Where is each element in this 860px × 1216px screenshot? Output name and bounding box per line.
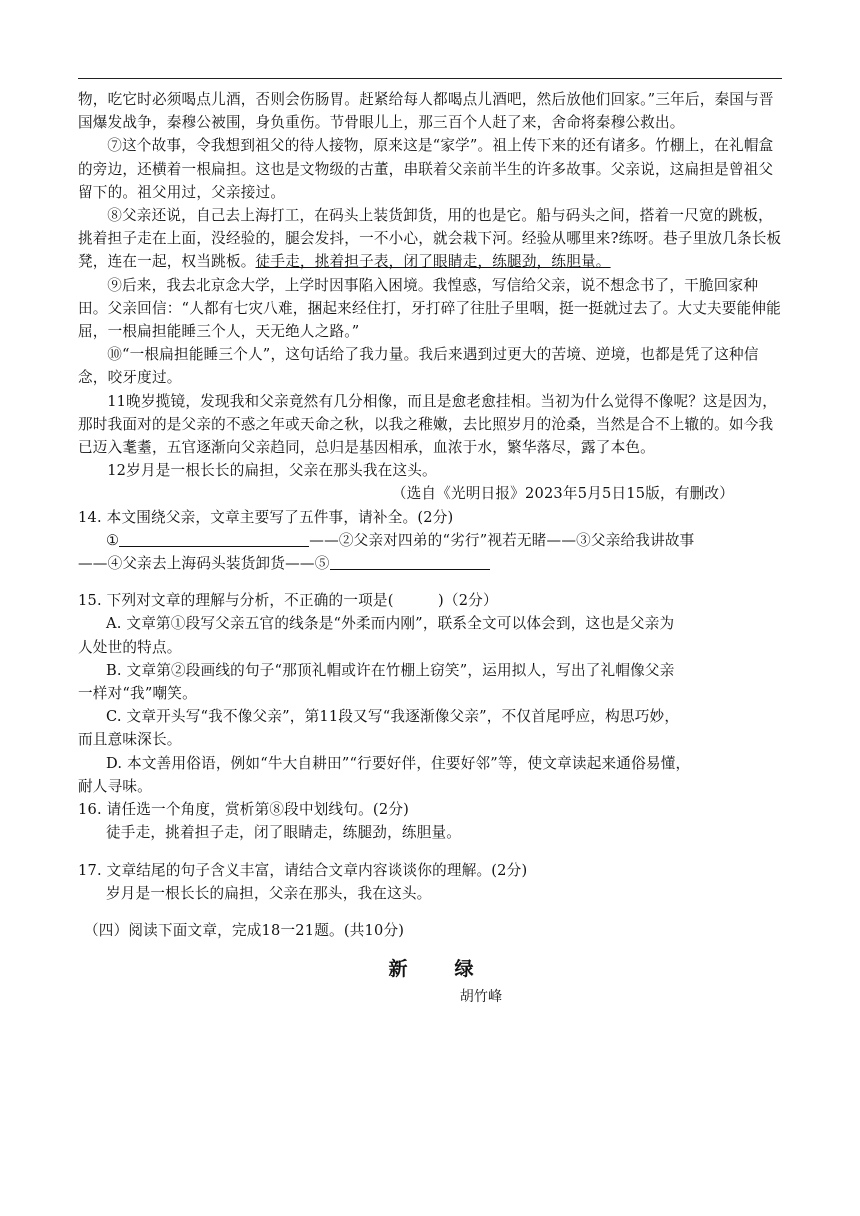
question-14-stem: 14. 本文围绕父亲，文章主要写了五件事，请补全。(2分) — [78, 508, 454, 526]
option-a[interactable]: A. 文章第①段写父亲五官的线条是“外柔而内刚”，联系全文可以体会到，这也是父亲为 — [106, 615, 675, 633]
option-a-continued: 人处世的特点。 — [78, 638, 182, 656]
paragraph-11: 11晚岁揽镜，发现我和父亲竟然有几分相像，而且是愈老愈挂相。当初为什么觉得不像呢？这是因为，那时我面对的是父亲的不惑之年或天命之秋，以我之稚嫩，去比照岁月的沧桑，当然是合不上辙的。如今我已迈入耄耋，五官逐渐向父亲趋同，总归是基因相承，血浓于水，繁华落尽，露了本色。 — [78, 392, 778, 457]
option-b-continued: 一样对“我”嘲笑。 — [78, 685, 197, 703]
source-citation: （选自《光明日报》2023年5月5日15版，有删改） — [391, 485, 734, 503]
question-15 — [78, 589, 784, 798]
question-14-mark-1: ① — [106, 531, 120, 549]
question-14-events-4-5: ——④父亲去上海码头装货卸货——⑤ — [78, 555, 330, 573]
question-16 — [78, 798, 784, 844]
question-16-quote: 徒手走，挑着担子走，闭了眼睛走，练腿劲，练胆量。 — [106, 824, 462, 842]
paragraph-10: ⑩“一根扁担能睡三个人”，这句话给了我力量。我后来遇到过更大的苦境、逆境，也都是凭了这种信念，咬牙度过。 — [78, 346, 759, 387]
exam-page — [78, 88, 784, 1009]
paragraph-12: 12岁月是一根长长的扁担，父亲在那头我在这头。 — [107, 462, 437, 480]
option-d[interactable]: D. 本文善用俗语，例如“牛大自耕田”“行要好伴，住要好邻”等，使文章读起来通俗易懂， — [106, 754, 691, 772]
question-14-events-2-3: ——②父亲对四弟的“劣行”视若无睹——③父亲给我讲故事 — [309, 531, 695, 549]
question-14 — [78, 506, 784, 576]
article-title: 新 绿 — [388, 958, 488, 981]
paragraph-9: ⑨后来，我去北京念大学，上学时因事陷入困境。我惶惑，写信给父亲，说不想念书了，干脆回家种田。父亲回信：“人都有七灾八难，捆起来经住打，牙打碎了往肚子里咽，挺一挺就过去了。大丈夫要能伸能屈，一根扁担能睡三个人，天无绝人之路。” — [78, 276, 781, 341]
question-14-line-2 — [78, 552, 784, 575]
question-15-stem: 15. 下列对文章的理解与分析，不正确的一项是( )（2分） — [78, 592, 498, 610]
question-16-stem: 16. 请任选一个角度，赏析第⑧段中划线句。(2分) — [78, 801, 410, 819]
paragraph-6-continued: 物，吃它时必须喝点儿酒，否则会伤肠胃。赶紧给每人都喝点儿酒吧，然后放他们回家。”三年后，秦国与晋国爆发战争，秦穆公被围，身负重伤。节骨眼儿上，那三百个人赶了来，舍命将秦穆公救出。 — [78, 91, 774, 132]
question-17-quote: 岁月是一根长长的扁担，父亲在那头，我在这头。 — [106, 884, 432, 902]
paragraph-8-underlined-sentence: 徒手走，挑着担子表，闭了眼睛走，练腿劲，练胆量。 — [255, 253, 611, 271]
option-b[interactable]: B. 文章第②段画线的句子“那顶礼帽或许在竹棚上窃笑”，运用拟人，写出了礼帽像父亲 — [106, 661, 675, 679]
article-author: 胡竹峰 — [459, 989, 503, 1006]
option-c-continued: 而且意味深长。 — [78, 731, 182, 749]
option-c[interactable]: C. 文章开头写“我不像父亲”，第11段又写“我逐渐像父亲”，不仅首尾呼应，构思巧妙， — [106, 708, 680, 726]
paragraph-8 — [78, 204, 784, 274]
paragraph-7: ⑦这个故事，令我想到祖父的待人接物，原来这是“家学”。祖上传下来的还有诸多。竹棚上，在礼帽盒的旁边，还横着一根扁担。这也是文物级的古董，串联着父亲前半生的许多故事。父亲说，这扁担是曾祖父留下的。祖父用过，父亲接过。 — [78, 137, 774, 201]
option-d-continued: 耐人寻味。 — [78, 777, 152, 795]
paragraph-8-text: ⑧父亲还说，自己去上海打工，在码头上装货卸货，用的也是它。船与码头之间，搭着一尺宽的跳板，挑着担子走在上面，没经验的，腿会发抖，一不小心，就会栽下河。经验从哪里来?练呀。巷子里放几条长板凳，连在一起，权当跳板。 — [78, 207, 782, 271]
answer-blank-5[interactable] — [330, 554, 490, 570]
answer-blank-1[interactable] — [119, 531, 309, 547]
question-17-stem: 17. 文章结尾的句子含义丰富，请结合文章内容谈谈你的理解。(2分) — [78, 861, 528, 879]
question-14-line-1 — [78, 529, 784, 552]
section-4-heading: （四）阅读下面文章，完成18一21题。(共10分) — [84, 921, 405, 939]
question-17 — [78, 859, 784, 905]
header-rule — [78, 78, 782, 79]
